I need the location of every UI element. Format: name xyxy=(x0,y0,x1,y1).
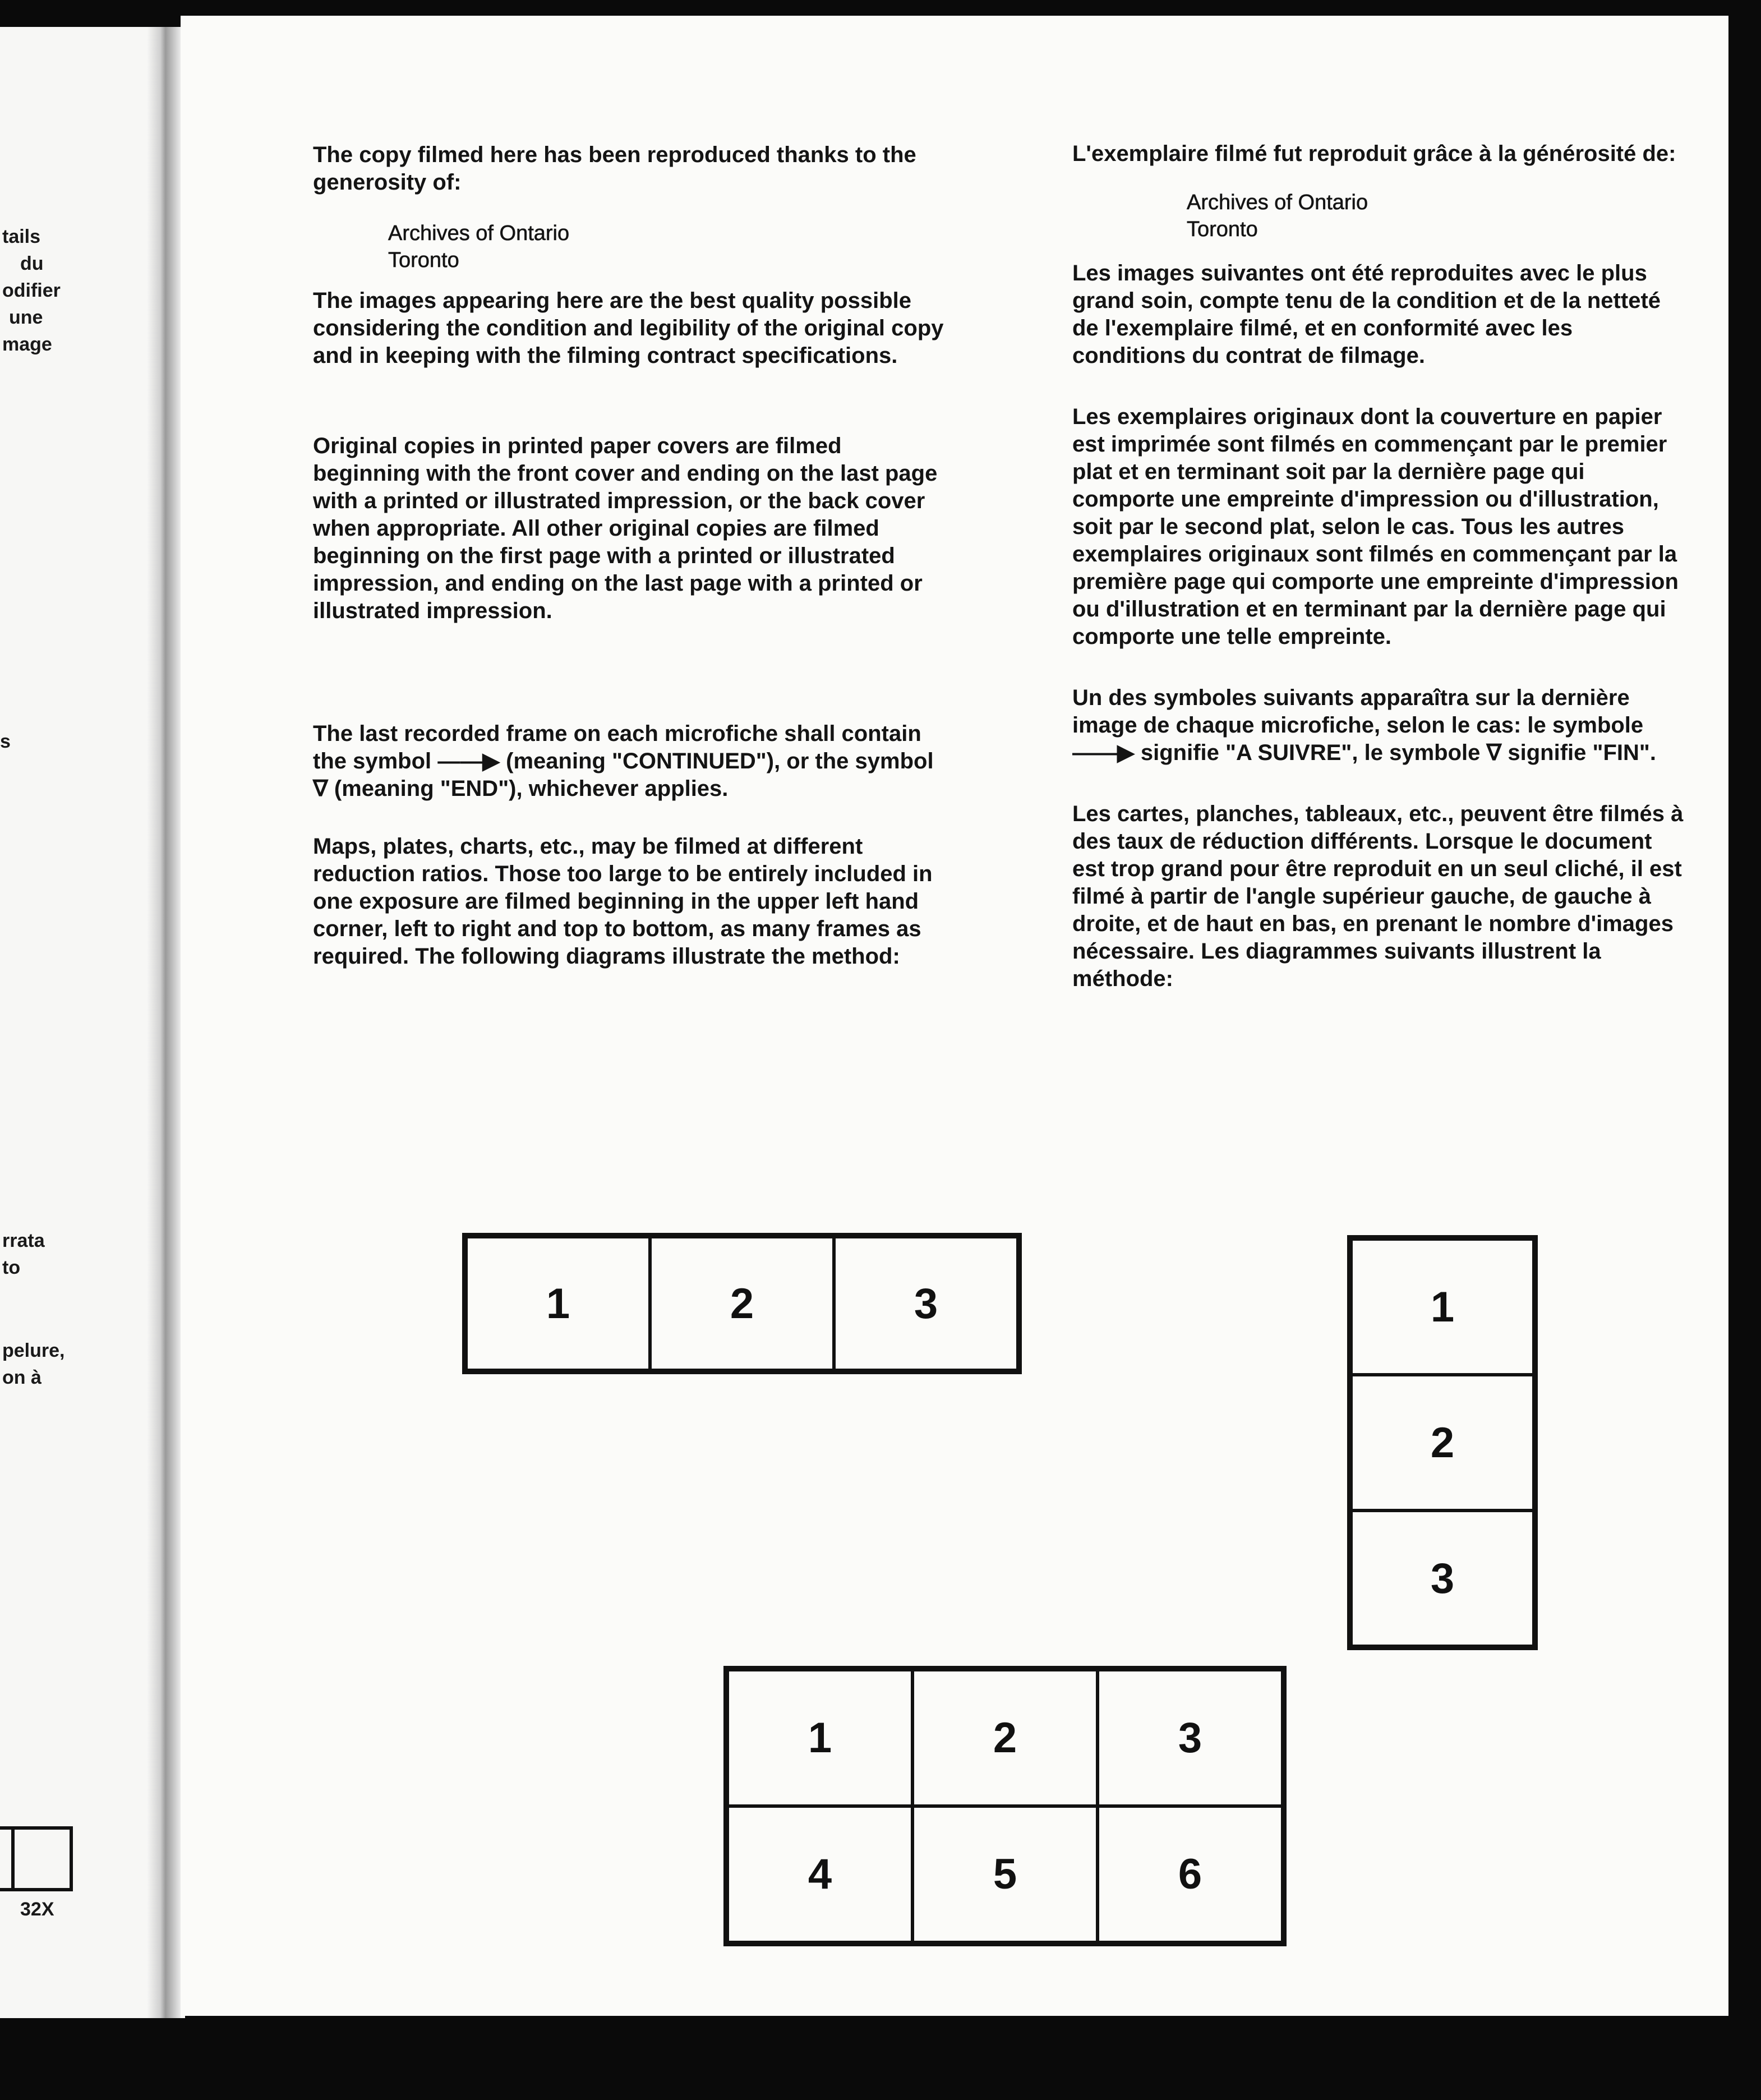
frame-cell: 4 xyxy=(727,1806,912,1942)
english-column xyxy=(313,141,952,970)
french-column xyxy=(1072,140,1689,993)
frame-cell: 2 xyxy=(1351,1375,1534,1510)
intro-fr: L'exemplaire filmé fut reproduit grâce à la générosité de: xyxy=(1072,141,1676,166)
left-fragment: une xyxy=(9,307,43,328)
frame-cell: 3 xyxy=(834,1237,1018,1370)
left-fragment: s xyxy=(0,731,11,752)
left-fragment: du xyxy=(20,253,44,274)
institution-en: Archives of Ontario xyxy=(388,222,570,245)
covers-en: Original copies in printed paper covers are filmed beginning with the front cover and ending on the last page with a printed or illustrated impression, or the back cover when appropriate. All other original copies are filmed beginning on the first page with a printed or illustrated impression, and ending on the last page with a printed or illustrated impression. xyxy=(313,434,938,623)
book-gutter xyxy=(147,27,181,2018)
frame-cell: 3 xyxy=(1098,1670,1283,1806)
frame-cell: 2 xyxy=(650,1237,834,1370)
left-fragment: pelure, xyxy=(2,1340,65,1361)
left-fragment: on à xyxy=(2,1367,42,1388)
frame-cell: 6 xyxy=(1098,1806,1283,1942)
maps-fr: Les cartes, planches, tableaux, etc., peuvent être filmés à des taux de réduction différents. Lorsque le document est trop grand pour être reproduit en un seul cliché, il est filmé à partir de l'angle supérieur gauche, de gauche à droite, et de haut en bas, en prenant le nombre d'images nécessaire. Les diagrammes suivants illustrent la méthode: xyxy=(1072,802,1684,991)
quality-en: The images appearing here are the best quality possible considering the condition and legibility of the original copy and in keeping with the filming contract specifications. xyxy=(313,288,944,368)
left-fragment: rrata xyxy=(2,1230,45,1251)
left-fragment: odifier xyxy=(2,280,61,301)
maps-en: Maps, plates, charts, etc., may be filmed at different reduction ratios. Those too large to be entirely included in one exposure are filmed beginning in the upper left hand corner, left to right and top to bottom, as many frames as required. The following diagrams illustrate the method: xyxy=(313,834,933,969)
frame-cell: 1 xyxy=(1351,1239,1534,1375)
quality-fr: Les images suivantes ont été reproduites avec le plus grand soin, compte tenu de la condition et de la netteté de l'exemplaire filmé, et en conformité avec les conditions du contrat de filmage. xyxy=(1072,261,1661,368)
frame-cell: 2 xyxy=(912,1670,1098,1806)
diagram-vertical-frames xyxy=(1347,1235,1538,1650)
frame-cell: 1 xyxy=(466,1237,650,1370)
frame-cell: 1 xyxy=(727,1670,912,1806)
frame-cell: 3 xyxy=(1351,1510,1534,1646)
institution-fr: Archives of Ontario xyxy=(1187,191,1368,214)
city-en: Toronto xyxy=(388,248,459,272)
scale-label: 32X xyxy=(20,1899,54,1920)
intro-en: The copy filmed here has been reproduced thanks to the generosity of: xyxy=(313,142,916,195)
city-fr: Toronto xyxy=(1187,218,1258,241)
symbols-fr: Un des symboles suivants apparaîtra sur la dernière image de chaque microfiche, selon le cas: le symbole ——▶ signifie "A SUIVRE", le symbole ∇ signifie "FIN". xyxy=(1072,685,1656,765)
left-fragment: tails xyxy=(2,226,41,247)
left-fragment: to xyxy=(2,1257,21,1278)
left-fragment: mage xyxy=(2,334,52,355)
diagram-horizontal-frames xyxy=(462,1233,1022,1374)
symbols-en: The last recorded frame on each microfiche shall contain the symbol ——▶ (meaning "CONTINUED"), or the symbol ∇ (meaning "END"), whichever applies. xyxy=(313,721,934,801)
frame-cell: 5 xyxy=(912,1806,1098,1942)
covers-fr: Les exemplaires originaux dont la couverture en papier est imprimée sont filmés en commençant par le premier plat et en terminant soit par la dernière page qui comporte une empreinte d'impression ou d'illustration, soit par le second plat, selon le cas. Tous les autres exemplaires originaux sont filmés en commençant par la première page qui comporte une empreinte d'impression ou d'illustration et en terminant par la dernière page qui comporte une telle empreinte. xyxy=(1072,404,1679,649)
diagram-grid-frames xyxy=(723,1666,1287,1946)
left-reduction-box xyxy=(0,1826,73,1891)
